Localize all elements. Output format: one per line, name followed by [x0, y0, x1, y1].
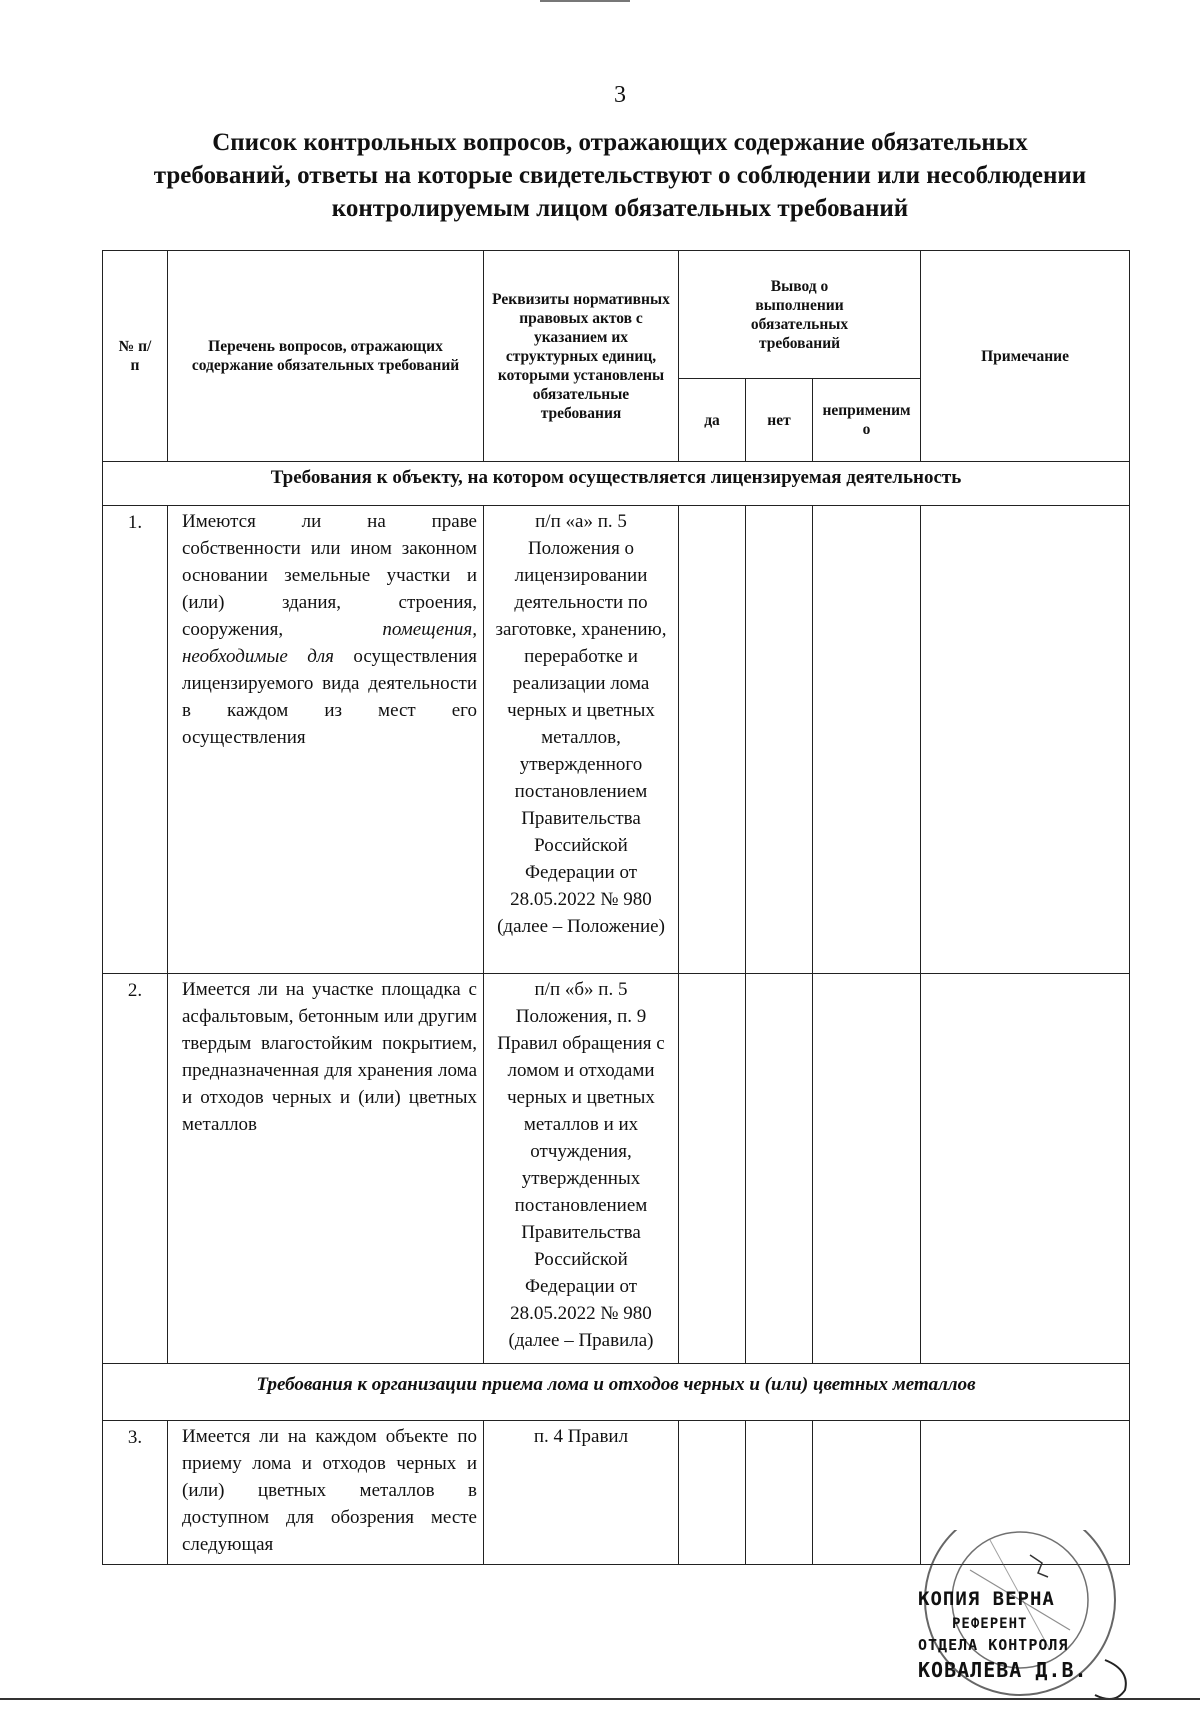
row-question: Имеется ли на каждом объекте по приему лома и отходов черных и (или) цветных металлов в доступном для обозрения месте следующая [168, 1421, 484, 1565]
section-row [103, 462, 1130, 506]
question-text-part: осуществления лицензируемого вида деятельности в каждом из мест его осуществления [182, 646, 477, 748]
note-cell[interactable] [921, 974, 1130, 1364]
question-text-part: Имеются ли на праве собственности или ином законном основании земельные участки и (или) здания, строения, сооружения, [182, 511, 477, 640]
header-na: неприменимо [813, 379, 921, 462]
answer-yes-cell[interactable] [679, 506, 746, 974]
stamp-line-name: КОВАЛЕВА Д.В. [918, 1658, 1088, 1682]
header-conclusion: Вывод о выполнении обязательных требований [679, 251, 921, 379]
row-requisites: п/п «а» п. 5 Положения о лицензировании деятельности по заготовке, хранению, переработке и реализации лома черных и цветных металлов, утвержденного постановлением Правительства Российской Федерации от 28.05.2022 № 980 (далее – Положение) [484, 506, 679, 974]
top-edge-line [540, 0, 630, 2]
answer-yes-cell[interactable] [679, 1421, 746, 1565]
bottom-edge-line [0, 1698, 1200, 1700]
header-note: Примечание [921, 251, 1130, 462]
answer-no-cell[interactable] [746, 974, 813, 1364]
header-yes: да [679, 379, 746, 462]
row-requisites: п. 4 Правил [484, 1421, 679, 1565]
answer-na-cell[interactable] [813, 974, 921, 1364]
row-requisites: п/п «б» п. 5 Положения, п. 9 Правил обращения с ломом и отходами черных и цветных металлов и их отчуждения, утвержденных постановлением Правительства Российской Федерации от 28.05.2022 № 980 (далее – Правила) [484, 974, 679, 1364]
header-no: нет [746, 379, 813, 462]
section-row [103, 1364, 1130, 1421]
section-title: Требования к объекту, на котором осуществляется лицензируемая деятельность [103, 462, 1130, 506]
header-questions: Перечень вопросов, отражающих содержание обязательных требований [168, 251, 484, 462]
answer-yes-cell[interactable] [679, 974, 746, 1364]
row-question [168, 506, 484, 974]
row-question: Имеется ли на участке площадка с асфальтовым, бетонным или другим твердым влагостойким покрытием, предназначенная для хранения лома и отходов черных и (или) цветных металлов [168, 974, 484, 1364]
note-cell[interactable] [921, 506, 1130, 974]
document-title: Список контрольных вопросов, отражающих содержание обязательных требований, ответы на которые свидетельствуют о соблюдении или несоблюдении контролируемым лицом обязательных требований [153, 129, 1087, 222]
certification-stamp [900, 1530, 1150, 1710]
stamp-line-department: ОТДЕЛА КОНТРОЛЯ [918, 1636, 1069, 1654]
stamp-line-copy: КОПИЯ ВЕРНА [918, 1588, 1055, 1610]
section-title: Требования к организации приема лома и отходов черных и (или) цветных металлов [103, 1364, 1130, 1421]
stamp-line-referent: РЕФЕРЕНТ [952, 1616, 1028, 1632]
answer-no-cell[interactable] [746, 1421, 813, 1565]
answer-no-cell[interactable] [746, 506, 813, 974]
answer-na-cell[interactable] [813, 506, 921, 974]
row-number: 1. [103, 506, 168, 974]
row-number: 3. [103, 1421, 168, 1565]
row-number: 2. [103, 974, 168, 1364]
header-row [103, 251, 1130, 379]
table-row [103, 506, 1130, 974]
checklist-table [102, 250, 1130, 1565]
header-requisites: Реквизиты нормативных правовых актов с указанием их структурных единиц, которыми установлены обязательные требования [484, 251, 679, 462]
page-number: 3 [614, 82, 626, 108]
question-text-italic: помещения, необходимые для [182, 619, 477, 667]
header-num: № п/п [103, 251, 168, 462]
table-row [103, 974, 1130, 1364]
